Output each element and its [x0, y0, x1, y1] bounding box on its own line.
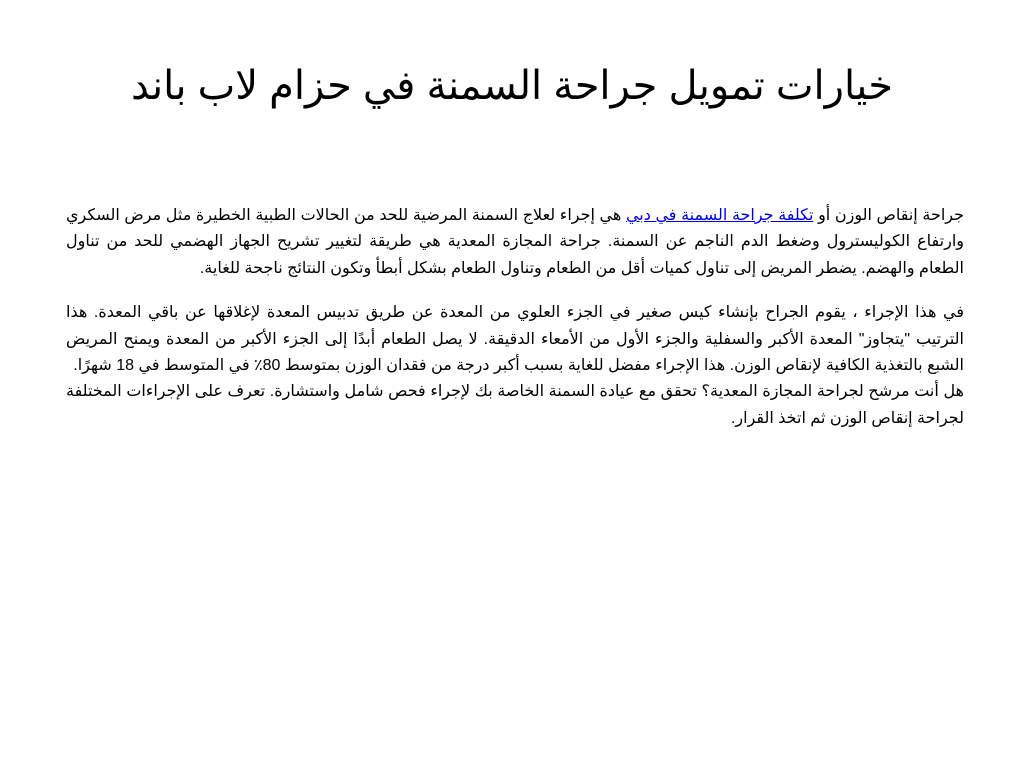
paragraph-candidate: هل أنت مرشح لجراحة المجازة المعدية؟ تحقق مع عيادة السمنة الخاصة بك لإجراء فحص شامل واستشارة. تعرف على الإجراءات المختلفة لجراحة إنقاص الوزن ثم اتخذ القرار.: [66, 383, 964, 427]
slide-title: خيارات تمويل جراحة السمنة في حزام لاب باند: [131, 64, 893, 108]
paragraph-intro-text-end: هي إجراء لعلاج السمنة المرضية للحد من الحالات الطبية الخطيرة مثل مرض السكري وارتفاع الكوليسترول وضغط الدم الناجم عن السمنة. جراحة المجازة المعدية هي طريقة لتغيير تشريح الجهاز الهضمي للحد من تناول الطعام والهضم. يضطر المريض إلى تناول كميات أقل من الطعام وتناول الطعام بشكل أبطأ وتكون النتائج ناجحة للغاية.: [66, 207, 964, 277]
paragraph-intro-text-start: جراحة إنقاص الوزن أو: [813, 207, 964, 224]
paragraph-procedure: في هذا الإجراء ، يقوم الجراح بإنشاء كيس صغير في الجزء العلوي من المعدة عن طريق تدبيس المعدة لإغلاقها عن باقي المعدة. هذا الترتيب "يتجاوز" المعدة الأكبر والسفلية والجزء الأول من الأمعاء الدقيقة. لا يصل الطعام أبدًا إلى الجزء الأكبر من المعدة ويمنح المريض الشبع بالتغذية الكافية لإنقاص الوزن. هذا الإجراء مفضل للغاية بسبب أكبر درجة من فقدان الوزن بمتوسط 80٪ في المتوسط في 18 شهرًا.: [66, 304, 964, 374]
bariatric-cost-dubai-link[interactable]: تكلفة جراحة السمنة في دبي: [625, 207, 814, 224]
paragraph-intro: [66, 203, 964, 282]
slide-body: [66, 203, 964, 432]
